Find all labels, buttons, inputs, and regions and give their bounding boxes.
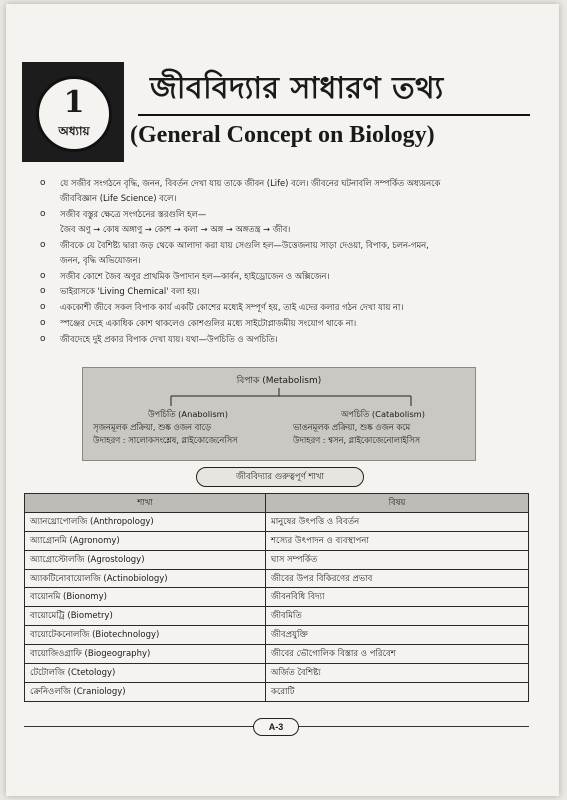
chapter-number: 1 xyxy=(63,85,85,120)
chapter-badge xyxy=(22,62,124,162)
subject-cell: জীবমিতি xyxy=(266,607,529,626)
catabolism-desc: ভাঙনমূলক প্রক্রিয়া, শুষ্ক ওজন কমে xyxy=(293,422,411,432)
column-header-subject: বিষয় xyxy=(266,494,529,513)
table-row xyxy=(25,531,529,550)
catabolism-block xyxy=(293,408,473,447)
branch-cell: ক্রেনিওলজি (Craniology) xyxy=(25,682,266,701)
bullet-icon: o xyxy=(40,239,46,250)
subject-cell: মানুষের উৎপত্তি ও বিবর্তন xyxy=(266,512,529,531)
bullet-icon: o xyxy=(40,317,46,328)
branch-cell: টেটোলজি (Ctetology) xyxy=(25,664,266,683)
subject-cell: জীবনবিধি বিদ্যা xyxy=(266,588,529,607)
table-row xyxy=(25,626,529,645)
subject-cell: জীবের ভৌগোলিক বিস্তার ও পরিবেশ xyxy=(266,645,529,664)
table-row xyxy=(25,569,529,588)
chapter-label: অধ্যায় xyxy=(58,124,90,138)
fact-item: o এককোশী জীবে সকল বিপাক কার্য একটি কোশের মধ্যেই সম্পূর্ণ হয়, তাই এদের কলার গঠন দেখা যায় না। xyxy=(38,300,538,315)
subject-cell: শস্যের উৎপাদন ও ব্যবস্থাপনা xyxy=(266,531,529,550)
table-row xyxy=(25,588,529,607)
bullet-icon: o xyxy=(40,270,46,281)
table-row xyxy=(25,512,529,531)
branch-cell: বায়োজিওগ্রাফি (Biogeography) xyxy=(25,645,266,664)
subject-cell: করোটি xyxy=(266,682,529,701)
chapter-circle xyxy=(36,76,112,152)
anabolism-block xyxy=(93,408,273,447)
chapter-title-bengali: জীববিদ্যার সাধারণ তথ্য xyxy=(150,71,444,106)
column-header-branch: শাখা xyxy=(25,494,266,513)
table-row xyxy=(25,645,529,664)
metabolism-title: বিপাক (Metabolism) xyxy=(236,376,322,386)
subject-cell: অর্জিত বৈশিষ্ট্য xyxy=(266,664,529,683)
branch-cell: অ্যাগ্রোনমি (Agronomy) xyxy=(25,531,266,550)
bullet-icon: o xyxy=(40,208,46,219)
branch-cell: বায়োটেকনোলজি (Biotechnology) xyxy=(25,626,266,645)
book-page xyxy=(6,4,559,796)
branch-cell: অ্যাগ্রোস্টোলজি (Agrostology) xyxy=(25,550,266,569)
table-row xyxy=(25,682,529,701)
table-row xyxy=(25,607,529,626)
metabolism-diagram xyxy=(82,367,476,461)
branches-table xyxy=(24,493,529,702)
fact-item: o সজীব কোশে জৈব অণুর প্রাথমিক উপাদান হল—কার্বন, হাইড্রোজেন ও অক্সিজেন। xyxy=(38,269,538,284)
anabolism-example: উদাহরণ : সালোকসংশ্লেষ, গ্লাইকোজেনেসিস xyxy=(93,435,238,445)
page-number: A-3 xyxy=(253,718,299,736)
fact-item: o জীবকে যে বৈশিষ্ট্য দ্বারা জড় থেকে আলাদা করা যায় সেগুলি হল—উত্তেজনায় সাড়া দেওয়া, বিপাক, চলন-গমন, জনন, বৃদ্ধি অভিযোজন। xyxy=(40,239,429,266)
chapter-title-english: (General Concept on Biology) xyxy=(130,122,435,148)
subject-cell: জীবপ্রযুক্তি xyxy=(266,626,529,645)
branch-cell: বায়োমেট্রি (Biometry) xyxy=(25,607,266,626)
bullet-icon: o xyxy=(40,333,46,344)
anabolism-heading: উপচিতি (Anabolism) xyxy=(147,409,229,419)
table-header-row xyxy=(25,494,529,513)
subject-cell: জীবের উপর বিকিরণের প্রভাব xyxy=(266,569,529,588)
bullet-icon: o xyxy=(40,286,46,297)
fact-item: o জীবদেহে দুই প্রকার বিপাক দেখা যায়। যথা—উপচিতি ও অপচিতি। xyxy=(38,332,538,347)
branch-cell: অ্যানথ্রোপোলজি (Anthropology) xyxy=(25,512,266,531)
bullet-icon: o xyxy=(40,302,46,313)
chapter-header xyxy=(22,56,528,168)
table-row xyxy=(25,550,529,569)
branch-cell: অ্যাকটিনোবায়োলজি (Actinobiology) xyxy=(25,569,266,588)
subject-cell: ঘাস সম্পর্কিত xyxy=(266,550,529,569)
bullet-icon: o xyxy=(40,178,46,188)
fact-list xyxy=(38,176,538,347)
title-divider xyxy=(138,114,530,116)
catabolism-example: উদাহরণ : শ্বসন, গ্লাইকোজেনোলাইসিস xyxy=(293,435,421,445)
table-row xyxy=(25,664,529,683)
branches-heading: জীববিদ্যার গুরুত্বপূর্ণ শাখা xyxy=(196,467,364,487)
fact-item: o যে সজীব সংগঠনে বৃদ্ধি, জনন, বিবর্তন দেখা যায় তাকে জীবন (Life) বলে। জীবনের ঘটনাবলি সম্পর্কিত অধ্যয়নকে জীববিজ্ঞান (Life Science) বলে। xyxy=(40,178,441,204)
catabolism-heading: অপচিতি (Catabolism) xyxy=(341,409,425,419)
fact-item: o ভাইরাসকে 'Living Chemical' বলা হয়। xyxy=(38,284,538,299)
fact-item: o স্পঞ্জের দেহে একাধিক কোশ থাকলেও কোশগুলির মধ্যে সাইটোপ্লাজমীয় সংযোগ থাকে না। xyxy=(38,316,538,331)
anabolism-desc: সৃজনমূলক প্রক্রিয়া, শুষ্ক ওজন বাড়ে xyxy=(93,422,211,432)
fact-item: o সজীব বস্তুর ক্ষেত্রে সংগঠনের স্তরগুলি হল— জৈব অণু → কোষ অঙ্গাণু → কোশ → কলা → অঙ্গ → অঙ্গতন্ত্র → জীব। xyxy=(40,208,291,235)
branch-cell: বায়োনমি (Bionomy) xyxy=(25,588,266,607)
